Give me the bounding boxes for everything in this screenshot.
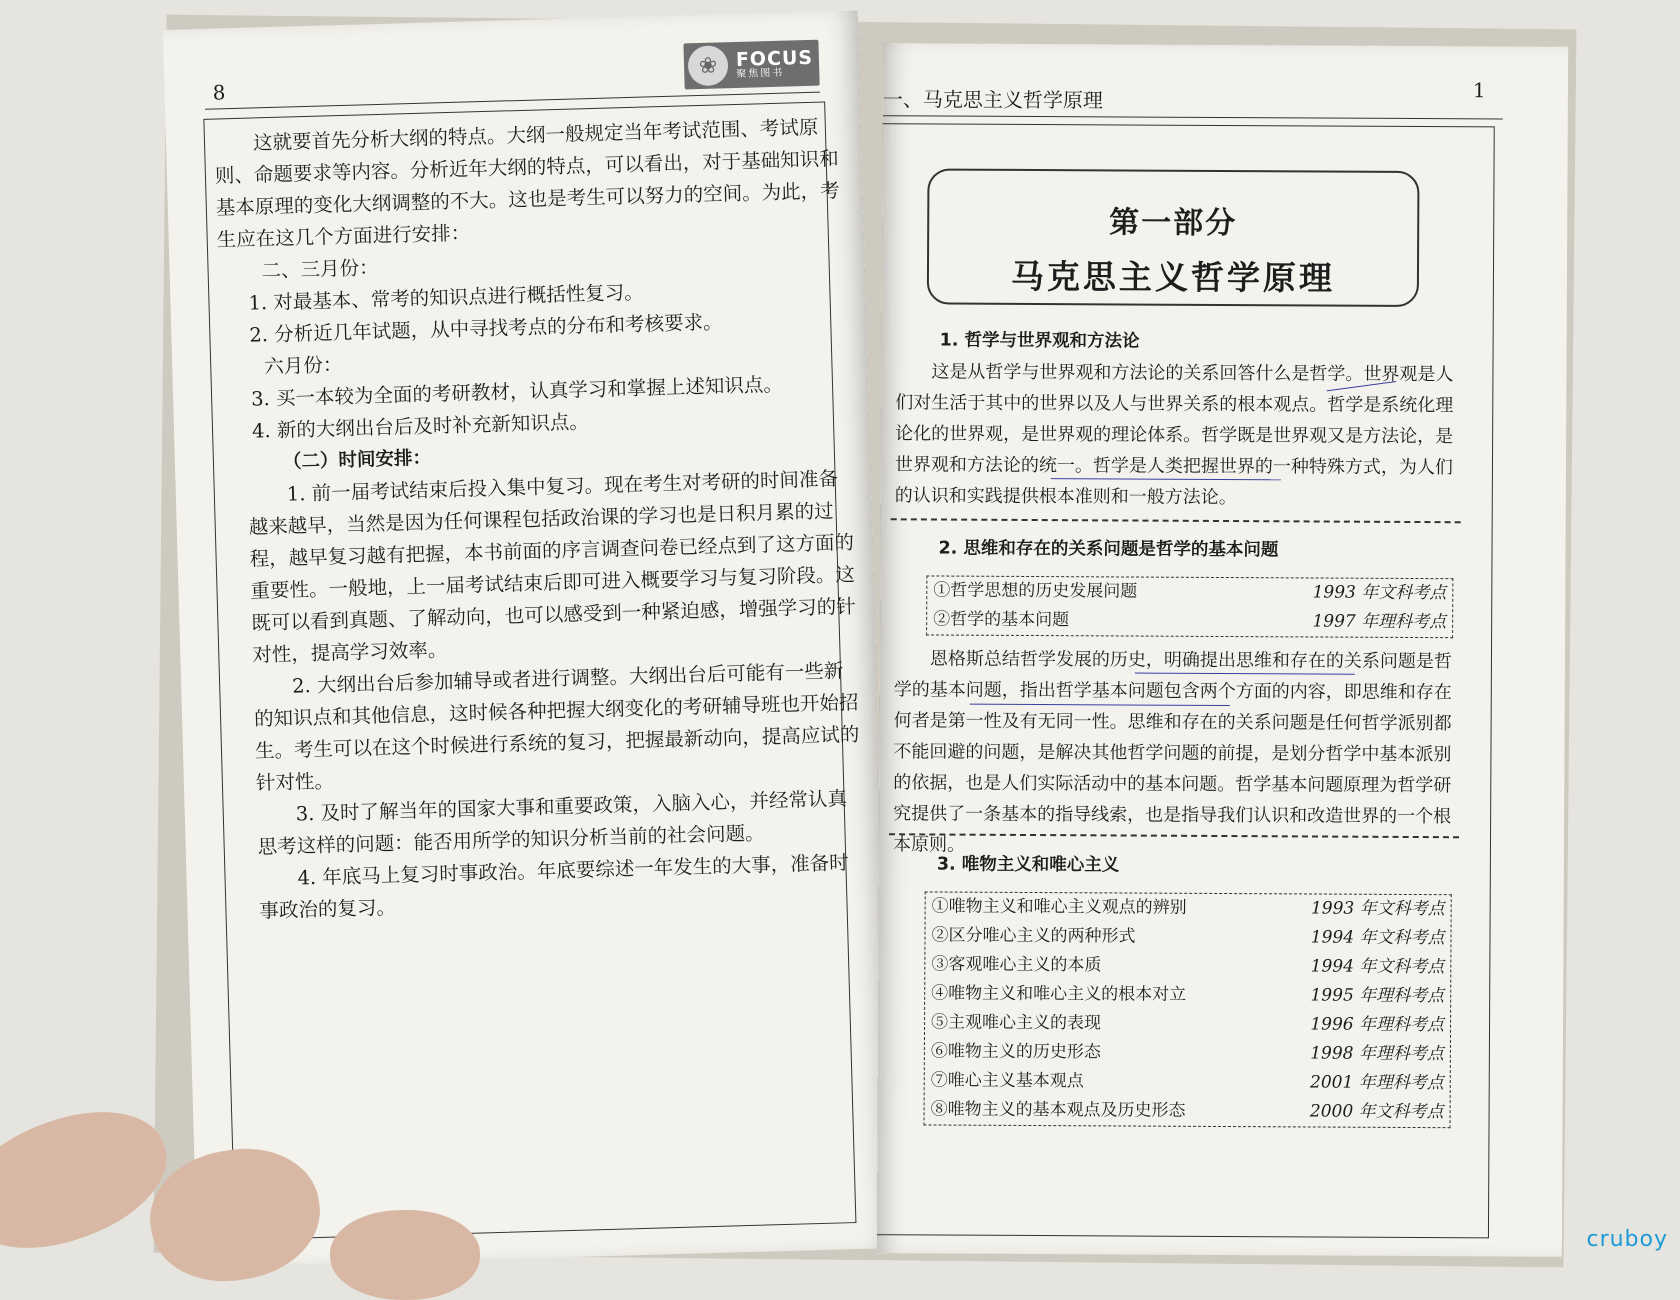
right-page <box>877 43 1568 1257</box>
time-paragraph: 1. 前一届考试结束后投入集中复习。现在考生对考研的时间准备越来越早，当然是因为任何课程包括政治课的学习也是日积月累的过程，越早复习越有把握，本书前面的序言调查问卷已经点到了这方面的重要性。一般地，上一届考试结束后即可进入概要学习与复习阶段。这既可以看到真题、了解动向，也可以感受到一种紧迫感，增强学习的针对性，提高学习效率。 <box>248 467 857 667</box>
flower-emblem-icon: ❀ <box>688 45 729 86</box>
section-2-title: 2. 思维和存在的关系问题是哲学的基本问题 <box>938 538 1279 561</box>
time-paragraph: 2. 大纲出台后参加辅导或者进行调整。大纲出台后可能有一些新的知识点和其他信息，这时候各种把握大纲变化的考研辅导班也开始招生。考生可以在这个时候进行系统的复习，把握最新动向，提高应试的针对性。 <box>253 659 860 795</box>
list-item: 2. 分析近几年试题，从中寻找考点的分布和考核要求。 <box>249 310 723 347</box>
section-3-title: 3. 唯物主义和唯心主义 <box>936 854 1120 876</box>
watermark: cruboy <box>1586 1227 1668 1252</box>
topic-row: ①哲学思想的历史发展问题 1993 年文科考点 <box>933 580 1447 604</box>
section-2-body <box>889 643 1460 863</box>
section-2-topics <box>926 575 1453 638</box>
time-paragraph: 3. 及时了解当年的国家大事和重要政策，入脑入心，并经常认真思考这样的问题：能否用所学的知识分析当前的社会问题。 <box>257 787 848 859</box>
left-body <box>214 111 866 928</box>
section-1-text: 这是从哲学与世界观和方法论的关系回答什么是哲学。世界观是人们对生活于其中的世界以及人与世界关系的根本观点。哲学是系统化理论化的世界观，是世界观的理论体系。哲学既是世界观又是方法论，是世界观和方法论的统一。哲学是人类把握世界的一种特殊方式，为人们的认识和实践提供根本准则和一般方法论。 <box>894 361 1454 509</box>
right-header-rule <box>883 115 1503 119</box>
logo-brand: FOCUS <box>735 46 814 71</box>
list-item: 1. 对最基本、常考的知识点进行概括性复习。 <box>248 280 644 315</box>
list-item: 4. 新的大纲出台后及时补充新知识点。 <box>251 410 590 443</box>
topic-row: ⑥唯物主义的历史形态 1998 年理科考点 <box>930 1041 1444 1065</box>
section-3-topics <box>924 891 1452 1128</box>
part-number: 第一部分 <box>1109 205 1238 242</box>
section-2-text: 恩格斯总结哲学发展的历史，明确提出思维和存在的关系问题是哲学的基本问题，指出哲学基本问题包含两个方面的内容，即思维和存在何者是第一性及有无同一性。思维和存在的关系问题是任何哲学派别都不能回避的问题，是解决其他哲学问题的前提，是划分哲学中基本派别的依据，也是人们实际活动中的基本问题。哲学基本问题原理为哲学研究提供了一条基本的指导线索，也是指导我们认识和改造世界的一个根本原则。 <box>892 648 1452 856</box>
topic-row: ②区分唯心主义的两种形式 1994 年文科考点 <box>931 925 1445 949</box>
finger <box>330 1210 480 1300</box>
intro-paragraph: 这就要首先分析大纲的特点。大纲一般规定当年考试范围、考试原则、命题要求等内容。分析近年大纲的特点，可以看出，对于基础知识和基本原理的变化大纲调整的不大。这也是考生可以努力的空间。为此，考生应在这几个方面进行安排： <box>214 115 840 252</box>
section-2 <box>890 533 1460 567</box>
topic-row: ②哲学的基本问题 1997 年理科考点 <box>933 609 1447 633</box>
month-label-1: 二、三月份： <box>261 256 379 283</box>
section-1-title: 1. 哲学与世界观和方法论 <box>939 330 1140 352</box>
part-title-box <box>927 168 1420 307</box>
topic-row: ④唯物主义和唯心主义的根本对立 1995 年理科考点 <box>931 983 1445 1007</box>
topic-row: ③客观唯心主义的本质 1994 年文科考点 <box>931 954 1445 978</box>
month-label-2: 六月份： <box>263 353 343 379</box>
left-page <box>163 11 892 1268</box>
publisher-logo <box>683 40 819 90</box>
topic-row: ①唯物主义和唯心主义观点的辨别 1993 年文科考点 <box>931 896 1445 920</box>
part-title: 马克思主义哲学原理 <box>1010 256 1336 298</box>
right-page-number: 1 <box>1472 78 1486 103</box>
time-arrangement-heading: （二）时间安排： <box>282 447 432 473</box>
left-page-number: 8 <box>212 80 226 105</box>
section-1 <box>891 325 1462 514</box>
topic-row: ⑤主观唯心主义的表现 1996 年理科考点 <box>930 1012 1445 1036</box>
logo-sub: 聚焦图书 <box>736 67 785 80</box>
time-paragraph: 4. 年底马上复习时事政治。年底要综述一年发生的大事，准备时事政治的复习。 <box>259 851 850 923</box>
topic-row: ⑧唯物主义的基本观点及历史形态 2000 年文科考点 <box>930 1099 1444 1123</box>
running-header: 一、马克思主义哲学原理 <box>882 87 1103 113</box>
topic-row: ⑦唯心主义基本观点 2001 年理科考点 <box>930 1070 1444 1094</box>
list-item: 3. 买一本较为全面的考研教材，认真学习和掌握上述知识点。 <box>250 372 784 411</box>
section-3 <box>889 849 1459 883</box>
